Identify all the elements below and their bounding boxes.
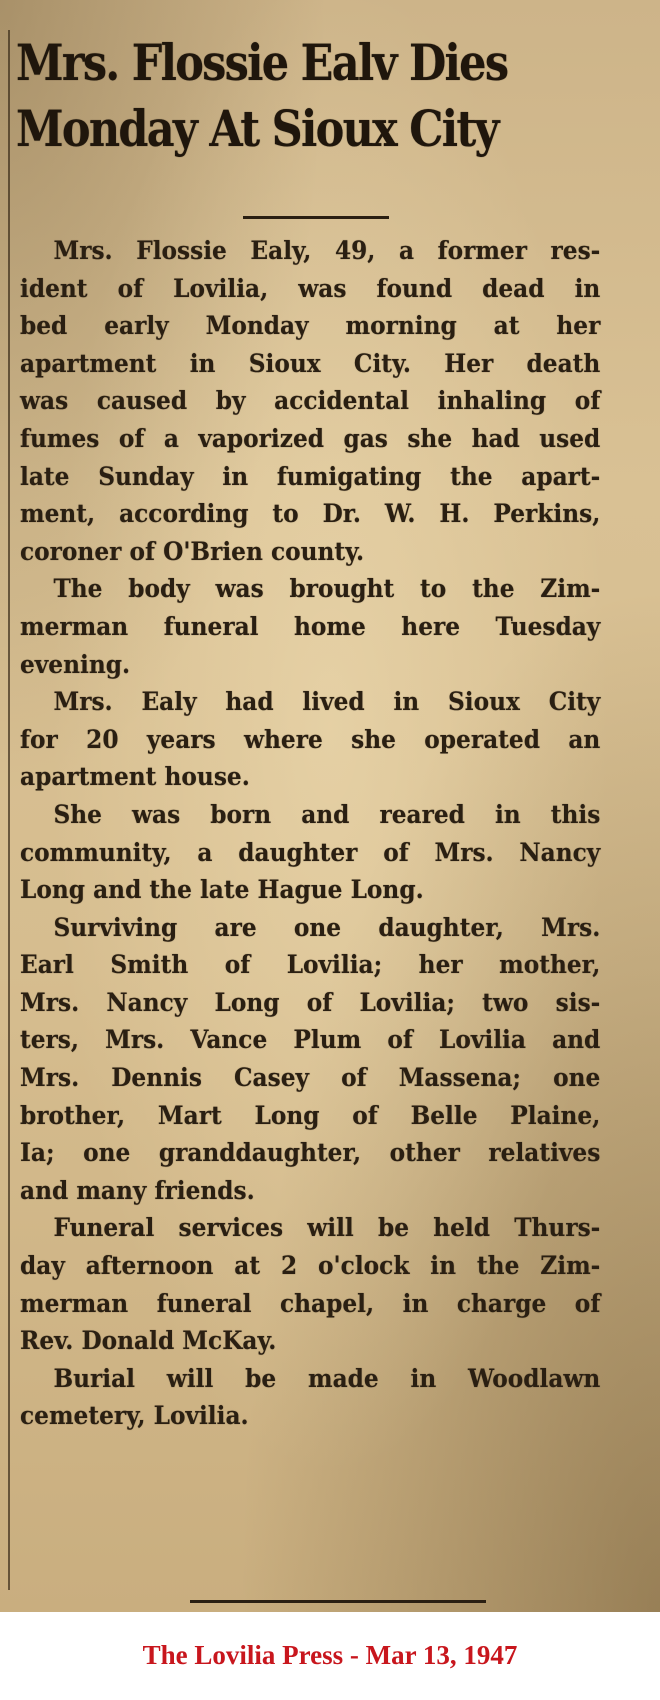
article-paragraph xyxy=(20,796,644,909)
article-line: Mrs. Flossie Ealy, 49, a former res- xyxy=(53,236,601,265)
article-line: merman funeral home here Tuesday xyxy=(20,611,601,641)
article-body xyxy=(20,232,644,1435)
article-line: Earl Smith of Lovilia; her mother, xyxy=(20,950,601,980)
headline-line-1: Mrs. Flossie Ealv Dies xyxy=(16,33,508,92)
column-rule xyxy=(8,30,10,1590)
article-line: for 20 years where she operated an xyxy=(20,724,601,754)
article-line: brother, Mart Long of Belle Plaine, xyxy=(20,1100,601,1130)
article-line: Mrs. Nancy Long of Lovilia; two sis- xyxy=(20,987,601,1017)
article-line: bed early Monday morning at her xyxy=(20,311,601,341)
article-line: Mrs. Ealy had lived in Sioux City xyxy=(53,687,601,717)
article-line: Rev. Donald McKay. xyxy=(20,1326,277,1356)
article-line: evening. xyxy=(20,649,131,679)
article-line: ters, Mrs. Vance Plum of Lovilia and xyxy=(20,1025,601,1055)
article-line: The body was brought to the Zim- xyxy=(53,574,601,604)
footer-rule xyxy=(190,1600,486,1603)
article-line: fumes of a vaporized gas she had used xyxy=(20,423,601,453)
headline-line-2: Monday At Sioux City xyxy=(16,99,498,158)
article-line: was caused by accidental inhaling of xyxy=(20,386,601,416)
article-paragraph xyxy=(20,1360,644,1435)
article-line: apartment in Sioux City. Her death xyxy=(20,348,601,378)
article-line: cemetery, Lovilia. xyxy=(20,1401,249,1431)
article-paragraph xyxy=(20,683,644,796)
article-line: Funeral services will be held Thurs- xyxy=(53,1213,601,1243)
headline-rule xyxy=(243,216,389,219)
article-line: Burial will be made in Woodlawn xyxy=(53,1363,601,1393)
article-line: ident of Lovilia, was found dead in xyxy=(20,273,601,303)
article-line: She was born and reared in this xyxy=(53,799,601,829)
article-line: Long and the late Hague Long. xyxy=(20,875,424,905)
article-line: Ia; one granddaughter, other relatives xyxy=(20,1138,601,1168)
article-line: ment, according to Dr. W. H. Perkins, xyxy=(20,499,601,529)
article-line: merman funeral chapel, in charge of xyxy=(20,1288,601,1318)
article-paragraph xyxy=(20,232,644,570)
article-paragraph xyxy=(20,1209,644,1359)
source-caption: The Lovilia Press - Mar 13, 1947 xyxy=(142,1640,518,1670)
article-line: coroner of O'Brien county. xyxy=(20,536,365,566)
article-line: apartment house. xyxy=(20,762,250,792)
article-line: and many friends. xyxy=(20,1175,255,1205)
article-paragraph xyxy=(20,909,644,1210)
article-line: Mrs. Dennis Casey of Massena; one xyxy=(20,1063,601,1093)
article-line: late Sunday in fumigating the apart- xyxy=(20,461,601,491)
article-line: Surviving are one daughter, Mrs. xyxy=(53,912,601,942)
article-line: community, a daughter of Mrs. Nancy xyxy=(20,837,601,867)
headline xyxy=(16,30,563,162)
article-line: day afternoon at 2 o'clock in the Zim- xyxy=(20,1251,601,1281)
article-paragraph xyxy=(20,570,644,683)
